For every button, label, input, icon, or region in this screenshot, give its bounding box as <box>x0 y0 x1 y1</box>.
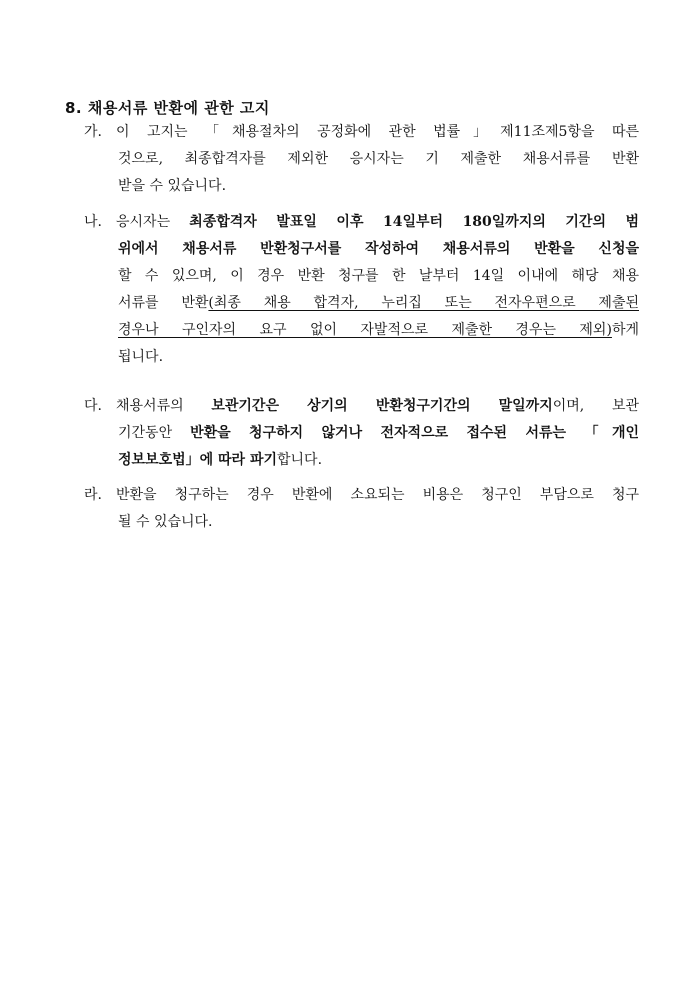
item-marker: 다. <box>84 398 102 414</box>
item-text: 응시자는 <box>116 214 190 230</box>
item-line <box>84 482 639 509</box>
item-text: 서류를 반환 <box>118 295 209 311</box>
item-marker: 라. <box>84 487 102 503</box>
item-text-bold: 반환을 청구하지 않거나 전자적으로 접수된 서류는 「개인 <box>190 425 639 441</box>
item-text: 이 고지는 「채용절차의 공정화에 관한 법률」제11조제5항을 따른 <box>116 124 639 140</box>
item-line: 될 수 있습니다. <box>118 514 213 530</box>
item-line <box>84 447 639 474</box>
item-line: 할 수 있으며, 이 경우 반환 청구를 한 날부터 14일 이내에 해당 채용 <box>118 268 639 284</box>
item-text-underlined: (최종 채용 합격자, 누리집 또는 전자우편으로 제출된 <box>208 295 639 311</box>
item-text: 합니다. <box>277 452 323 468</box>
item-line <box>84 317 639 344</box>
item-text: 기간동안 <box>118 425 191 441</box>
item-text: 채용서류의 <box>116 398 212 414</box>
item-marker: 나. <box>84 214 102 230</box>
item-line: 것으로, 최종합격자를 제외한 응시자는 기 제출한 채용서류를 반환 <box>118 151 639 167</box>
item-text-underlined: 경우나 구인자의 요구 없이 자발적으로 제출한 경우는 제외) <box>118 322 612 338</box>
item-text: 반환을 청구하는 경우 반환에 소요되는 비용은 청구인 부담으로 청구 <box>116 487 639 503</box>
item-text-bold: 정보보호법」에 따라 파기 <box>118 452 277 468</box>
item-text: 이며, 보관 <box>552 398 639 414</box>
notice-item-ra <box>84 482 639 536</box>
section-heading: 8. 채용서류 반환에 관한 고지 <box>65 99 270 117</box>
item-text-bold: 보관기간은 상기의 반환청구기간의 말일까지 <box>211 398 553 414</box>
item-line <box>84 420 639 447</box>
item-text: 하게 <box>611 322 639 338</box>
item-line <box>84 290 639 317</box>
item-line <box>84 393 639 420</box>
item-line: 받을 수 있습니다. <box>118 178 227 194</box>
item-marker: 가. <box>84 124 102 140</box>
item-line <box>84 209 639 236</box>
item-line-bold: 위에서 채용서류 반환청구서를 작성하여 채용서류의 반환을 신청을 <box>118 241 639 257</box>
notice-item-ga <box>84 119 639 200</box>
item-text-bold: 최종합격자 발표일 이후 14일부터 180일까지의 기간의 범 <box>189 214 639 230</box>
item-line: 됩니다. <box>118 349 164 365</box>
notice-item-na <box>84 209 639 371</box>
notice-item-da <box>84 393 639 474</box>
item-line <box>84 119 639 146</box>
